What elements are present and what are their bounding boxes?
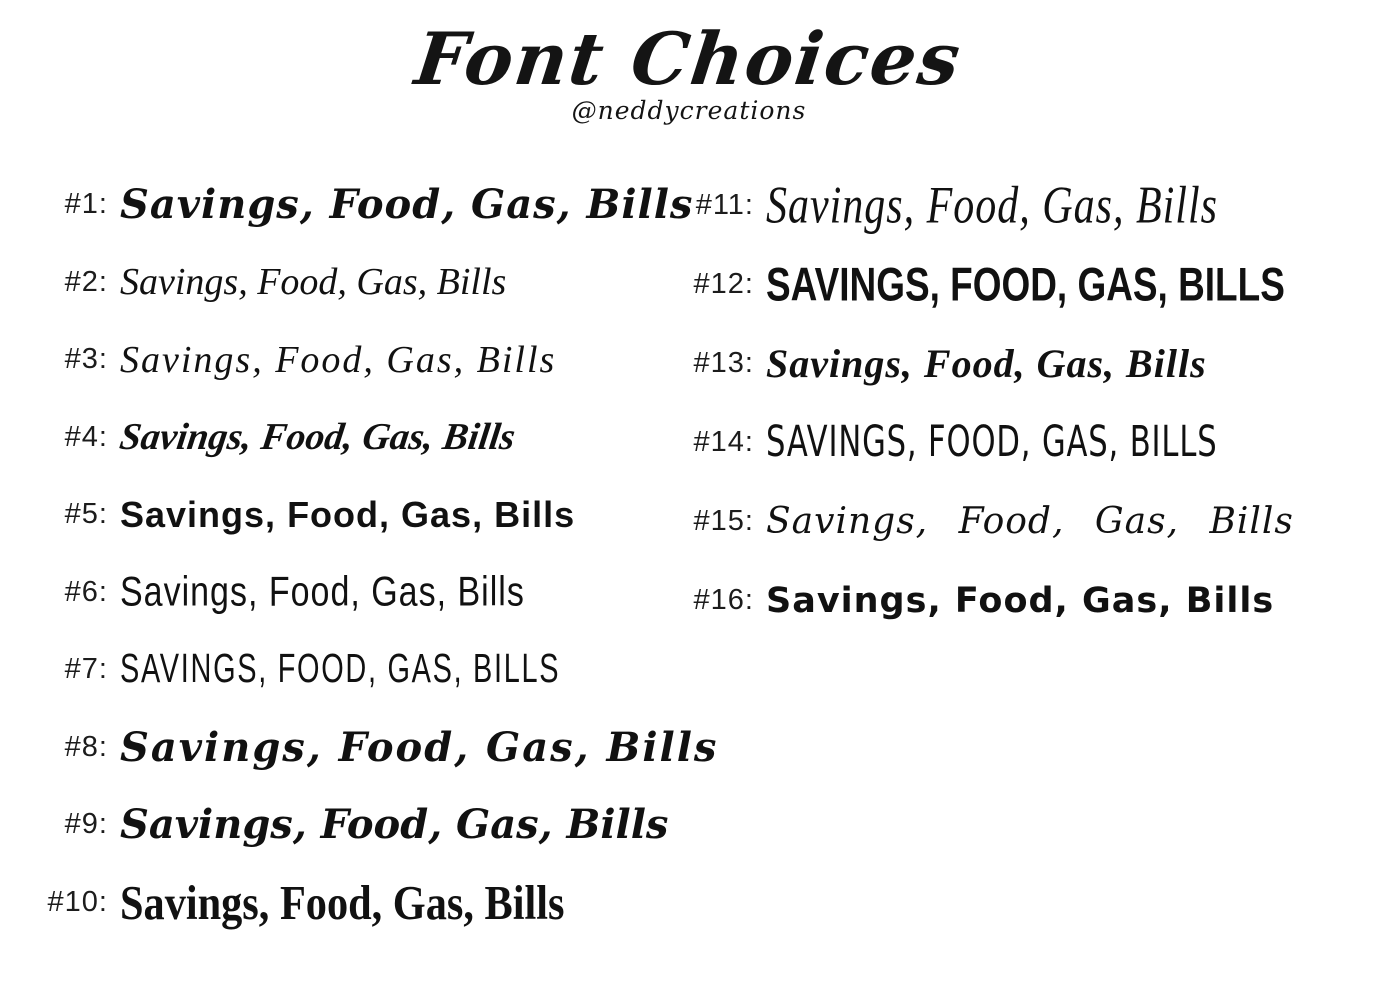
- font-sample-text: Savings, Food, Gas, Bills: [120, 493, 576, 535]
- font-sample-row-6: [30, 554, 680, 632]
- font-sample-row-11: [676, 166, 1376, 245]
- font-number-label: #14:: [693, 426, 754, 458]
- font-number-label: #8:: [64, 730, 108, 763]
- font-number-label: #3:: [64, 343, 108, 376]
- font-list-right-column: [676, 166, 1376, 640]
- font-sample-text: Savings, Food, Gas, Bills: [120, 723, 719, 771]
- font-sample-text: Savings, Food, Gas, Bills: [120, 338, 557, 381]
- font-sample-row-12: [676, 245, 1376, 324]
- font-sample-text: Savings, Food, Gas, Bills: [120, 801, 669, 849]
- font-sample-row-7: [30, 631, 680, 709]
- font-number-label: #15:: [693, 505, 754, 537]
- credit-handle: @neddycreations: [571, 96, 807, 125]
- font-sample-text: SAVINGS, FOOD, GAS, BILLS: [766, 257, 1285, 311]
- font-sample-row-1: [30, 166, 694, 244]
- font-number-label: #4:: [64, 420, 108, 453]
- font-sample-text: Savings, Food, Gas, Bills: [117, 416, 518, 459]
- font-number-label: #6:: [64, 575, 108, 608]
- font-number-label: #1:: [64, 188, 108, 221]
- page-title: Font Choices: [411, 16, 967, 101]
- font-sample-text: Savings, Food, Gas, Bills: [766, 341, 1207, 386]
- font-number-label: #7:: [64, 653, 108, 686]
- font-sample-text: Savings, Food, Gas, Bills: [120, 568, 525, 615]
- font-sample-row-8: [30, 709, 719, 787]
- font-sample-row-5: [30, 476, 680, 554]
- font-number-label: #10:: [47, 885, 108, 918]
- font-number-label: #11:: [695, 189, 754, 221]
- font-number-label: #16:: [693, 584, 754, 616]
- font-sample-row-16: [676, 561, 1376, 640]
- font-sample-text: Savings, Food, Gas, Bills: [766, 501, 1294, 542]
- font-sample-row-10: [30, 864, 680, 942]
- font-sample-text: Savings, Food, Gas, Bills: [120, 181, 694, 229]
- font-sample-row-2: [30, 244, 680, 322]
- font-number-label: #2:: [64, 265, 108, 298]
- font-sample-text: SAVINGS, FOOD, GAS, BILLS: [120, 646, 561, 692]
- font-sample-text: SAVINGS, FOOD, GAS, BILLS: [766, 418, 1218, 467]
- font-number-label: #9:: [64, 808, 108, 841]
- font-sample-text: Savings, Food, Gas, Bills: [120, 875, 565, 930]
- font-sample-row-3: [30, 321, 680, 399]
- font-sample-text: Savings, Food, Gas, Bills: [766, 580, 1275, 621]
- font-number-label: #12:: [693, 268, 754, 300]
- font-sample-row-14: [676, 403, 1376, 482]
- font-sample-row-4: [30, 399, 680, 477]
- font-sample-row-15: [676, 482, 1376, 561]
- font-number-label: #5:: [64, 498, 108, 531]
- font-sample-row-13: [676, 324, 1376, 403]
- header: [0, 14, 1378, 125]
- font-sample-text: Savings, Food, Gas, Bills: [120, 261, 507, 304]
- font-sample-row-9: [30, 786, 680, 864]
- font-number-label: #13:: [693, 347, 754, 379]
- font-sample-text: Savings, Food, Gas, Bills: [766, 176, 1218, 235]
- font-list-left-column: [30, 166, 719, 941]
